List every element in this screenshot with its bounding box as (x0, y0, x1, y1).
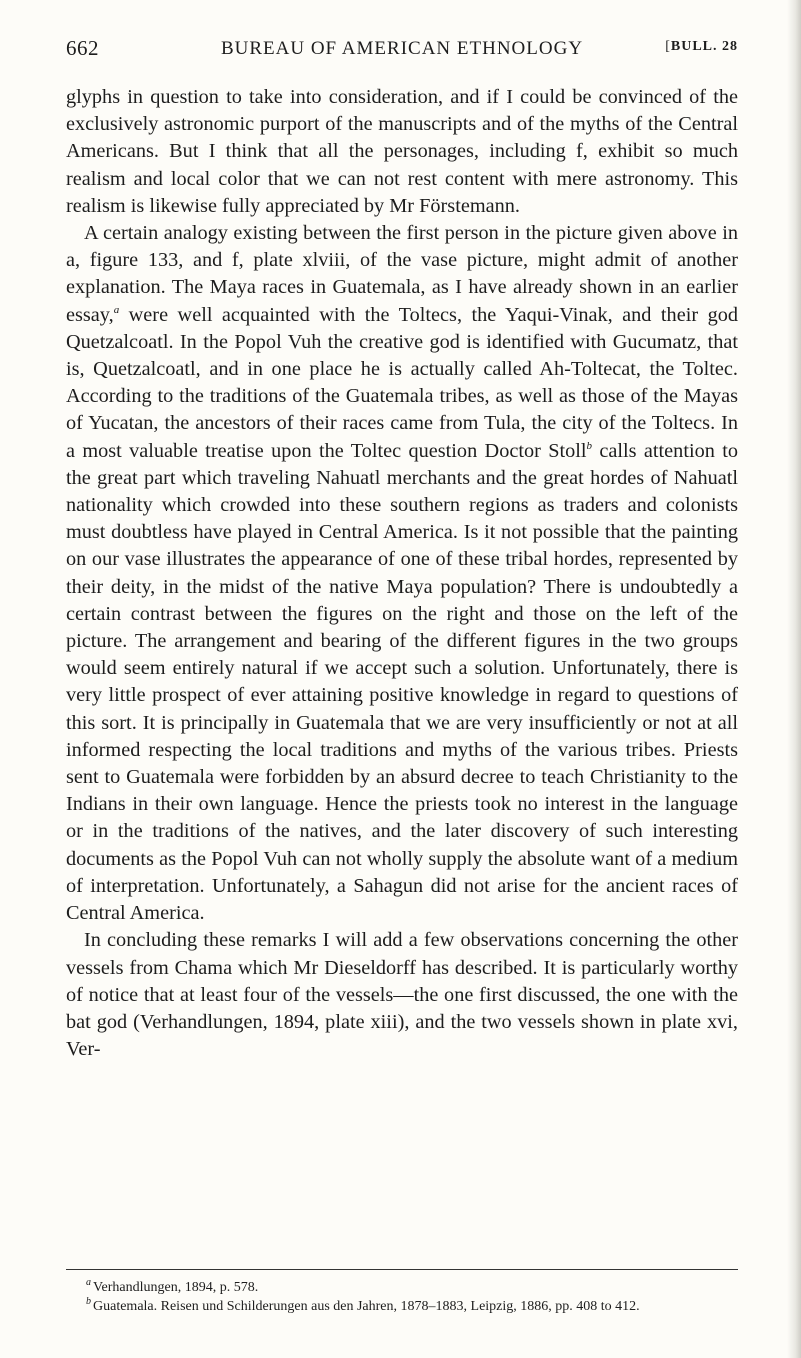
footnote-ref-a: a (113, 303, 120, 316)
paragraph-2 (66, 220, 738, 927)
footnote-b-text: Guatemala. Reisen und Schilderungen aus den Jahren, 1878–1883, Leipzig, 1886, pp. 408 to 412. (93, 1299, 640, 1314)
footnote-b-marker: b (86, 1296, 91, 1308)
paragraph-2-part-3: calls attention to the great part which traveling Nahuatl merchants and the great hordes of Nahuatl nationality which crowded into these southern regions as traders and colonists must doubtless have played in Central America. Is it not possible that the painting on our vase illustrates the appearance of one of these tribal hordes, represented by their deity, in the midst of the native Maya population? There is undoubtedly a certain contrast between the figures on the right and those on the left of the picture. The arrangement and bearing of the different figures in the two groups would seem entirely natural if we accept such a solution. Unfortunately, there is very little prospect of ever attaining positive knowledge in regard to questions of this sort. It is principally in Guatemala that we are very insufficiently or not at all informed respecting the local traditions and myths of the various tribes. Priests sent to Guatemala were forbidden by an absurd decree to teach Christianity to the Indians in their own language. Hence the priests took no interest in the language or in the traditions of the natives, and the later discovery of such interesting documents as the Popol Vuh can not wholly supply the absolute want of a medium of interpretation. Unfortunately, a Sahagun did not arise for the ancient races of Central America. (66, 439, 738, 925)
page-number: 662 (66, 36, 99, 60)
paragraph-3: In concluding these remarks I will add a few observations concerning the other vessels from Chama which Mr Dieseldorff has described. It is particularly worthy of notice that at least four of the vessels—the one first discussed, the one with the bat god (Verhandlungen, 1894, plate xiii), and the two vessels shown in plate xvi, Ver- (66, 929, 738, 1061)
footnote-a-text: Verhandlungen, 1894, p. 578. (93, 1280, 259, 1295)
footnotes (66, 1278, 738, 1316)
footnote-a-marker: a (86, 1277, 91, 1289)
page-edge-shadow (787, 0, 801, 1358)
running-title: BUREAU OF AMERICAN ETHNOLOGY (220, 38, 584, 59)
footnote-b (66, 1297, 738, 1316)
footnote-a (66, 1278, 738, 1297)
bulletin-text: BULL. 28 (670, 39, 738, 54)
body-text (66, 84, 738, 1063)
paragraph-2-part-1: A certain analogy existing between the first person in the picture given above in a, figure 133, and f, plate xlviii, of the vase picture, might admit of another explanation. The Maya races in Guatemala, as I have already shown in an earlier essay, (66, 222, 738, 326)
paragraph-2-part-2: were well acquainted with the Toltecs, the Yaqui-Vinak, and their god Quetzalcoatl. In the Popol Vuh the creative god is identified with Gucumatz, that is, Quetzalcoatl, and in one place he is actually called Ah-Toltecat, the Toltec. According to the traditions of the Guatemala tribes, as well as those of the Mayas of Yucatan, the ancestors of their races came from Tula, the city of the Toltecs. In a most valuable treatise upon the Toltec question Doctor Stoll (66, 303, 738, 462)
footnote-rule (66, 1269, 738, 1270)
footnote-ref-b: b (586, 439, 593, 452)
paragraph-1: glyphs in question to take into consideration, and if I could be convinced of the exclusively astronomic purport of the manuscripts and of the myths of the Central Americans. But I think that all the personages, including f, exhibit so much realism and local color that we can not rest content with mere astronomy. This realism is likewise fully appreciated by Mr Förstemann. (66, 86, 738, 217)
bulletin-label: [BULL. 28 (665, 39, 738, 54)
running-header (66, 36, 738, 64)
